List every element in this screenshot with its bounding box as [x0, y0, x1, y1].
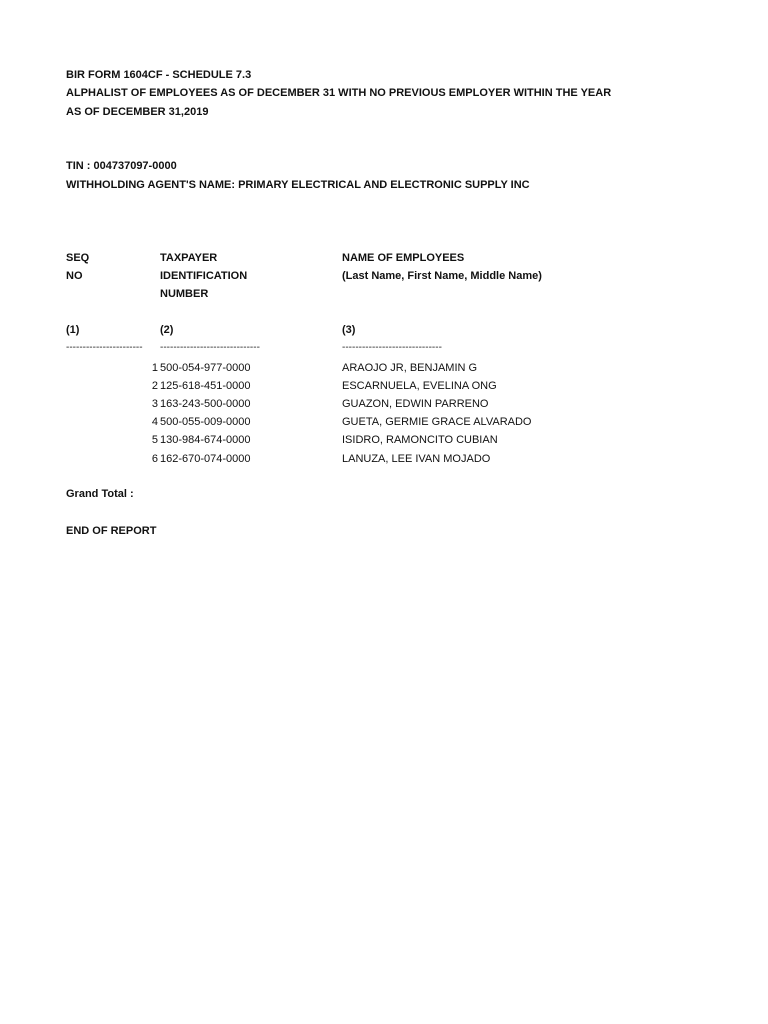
table-row — [0, 452, 768, 470]
agent-name: WITHHOLDING AGENT'S NAME: PRIMARY ELECTRICAL AND ELECTRONIC SUPPLY INC — [66, 179, 530, 191]
row-seq: 5 — [151, 434, 158, 446]
row-seq: 6 — [151, 453, 158, 465]
row-seq: 1 — [151, 362, 158, 374]
row-employee-name: ARAOJO JR, BENJAMIN G — [342, 362, 478, 374]
agent-tin: TIN : 004737097-0000 — [66, 160, 177, 172]
row-employee-name: GUAZON, EDWIN PARRENO — [342, 398, 489, 410]
row-tin: 163-243-500-0000 — [160, 398, 251, 410]
col-tin-divider: ------------------------------ — [160, 343, 260, 353]
row-seq: 2 — [151, 380, 158, 392]
col-seq-number: (1) — [66, 324, 80, 336]
form-title: BIR FORM 1604CF - SCHEDULE 7.3 — [66, 69, 252, 81]
col-seq-divider: ----------------------- — [66, 343, 143, 353]
col-name-header-line1: NAME OF EMPLOYEES — [342, 252, 465, 264]
col-seq-header-line2: NO — [66, 270, 83, 282]
col-name-header-line2: (Last Name, First Name, Middle Name) — [342, 270, 542, 282]
row-employee-name: ESCARNUELA, EVELINA ONG — [342, 380, 497, 392]
row-tin: 500-054-977-0000 — [160, 362, 251, 374]
row-employee-name: ISIDRO, RAMONCITO CUBIAN — [342, 434, 498, 446]
col-tin-number: (2) — [160, 324, 174, 336]
as-of-date: AS OF DECEMBER 31,2019 — [66, 106, 209, 118]
col-name-divider: ------------------------------ — [342, 343, 442, 353]
col-seq-header-line1: SEQ — [66, 252, 90, 264]
row-tin: 500-055-009-0000 — [160, 416, 251, 428]
grand-total-label: Grand Total : — [66, 488, 134, 500]
col-tin-header-line3: NUMBER — [160, 288, 209, 300]
table-row — [0, 379, 768, 397]
row-employee-name: LANUZA, LEE IVAN MOJADO — [342, 453, 491, 465]
row-tin: 125-618-451-0000 — [160, 380, 251, 392]
col-name-number: (3) — [342, 324, 356, 336]
table-row — [0, 415, 768, 433]
end-of-report: END OF REPORT — [66, 525, 157, 537]
report-title: ALPHALIST OF EMPLOYEES AS OF DECEMBER 31 WITH NO PREVIOUS EMPLOYER WITHIN THE YEAR — [66, 87, 612, 99]
row-seq: 3 — [151, 398, 158, 410]
row-seq: 4 — [151, 416, 158, 428]
row-tin: 130-984-674-0000 — [160, 434, 251, 446]
row-tin: 162-670-074-0000 — [160, 453, 251, 465]
table-row — [0, 361, 768, 379]
row-employee-name: GUETA, GERMIE GRACE ALVARADO — [342, 416, 532, 428]
col-tin-header-line2: IDENTIFICATION — [160, 270, 248, 282]
table-row — [0, 433, 768, 451]
table-row — [0, 397, 768, 415]
col-tin-header-line1: TAXPAYER — [160, 252, 218, 264]
